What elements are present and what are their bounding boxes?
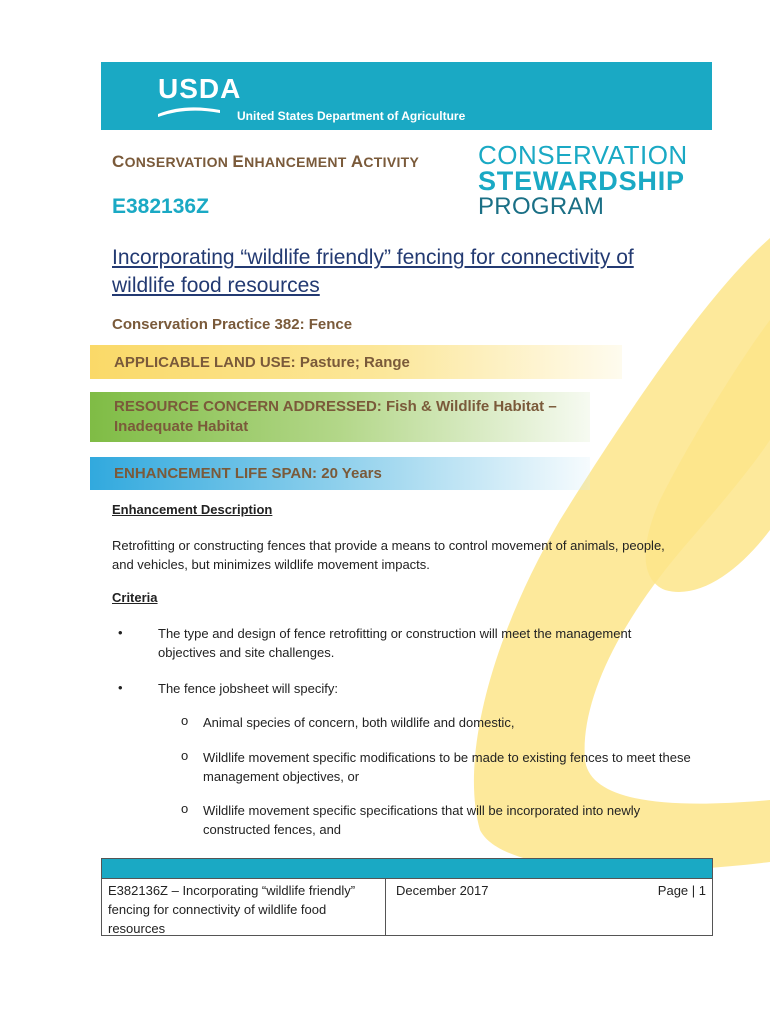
life-span-text: ENHANCEMENT LIFE SPAN: 20 Years bbox=[114, 465, 382, 482]
title-line2: wildlife food resources bbox=[112, 274, 320, 297]
activity-label-w3: CTIVITY bbox=[363, 154, 420, 170]
csp-logo-line3: PROGRAM bbox=[478, 193, 605, 220]
sub-bullet-icon: o bbox=[181, 801, 189, 816]
usda-swoosh-icon bbox=[158, 106, 220, 118]
enhancement-title bbox=[112, 244, 672, 300]
footer-table bbox=[101, 858, 713, 936]
activity-code: E382136Z bbox=[112, 195, 209, 218]
criteria-item: The fence jobsheet will specify: bbox=[158, 681, 338, 696]
sub-bullet-icon: o bbox=[181, 748, 189, 763]
bullet-icon: • bbox=[118, 680, 123, 695]
conservation-practice: Conservation Practice 382: Fence bbox=[112, 316, 353, 333]
activity-label bbox=[112, 152, 419, 172]
life-span-band bbox=[90, 457, 590, 490]
sub-bullet-icon: o bbox=[181, 713, 189, 728]
resource-concern-line2: Inadequate Habitat bbox=[114, 418, 249, 435]
criteria-heading: Criteria bbox=[112, 590, 158, 605]
csp-logo bbox=[478, 142, 688, 220]
activity-label-w2: NHANCEMENT bbox=[244, 154, 351, 170]
usda-logo: USDA bbox=[158, 73, 242, 104]
criteria-subitem: Wildlife movement specific modifications to be made to existing fences to meet these management objectives, or bbox=[203, 750, 691, 784]
title-line1: Incorporating “wildlife friendly” fencing for connectivity of bbox=[112, 246, 634, 269]
description-text: Retrofitting or constructing fences that provide a means to control movement of animals, people, and vehicles, but minimizes wildlife movement impacts. bbox=[112, 538, 665, 572]
resource-concern-line1: RESOURCE CONCERN ADDRESSED: Fish & Wildlife Habitat – bbox=[114, 398, 557, 415]
csp-logo-line2: STEWARDSHIP bbox=[478, 166, 685, 196]
csp-logo-line1: CONSERVATION bbox=[478, 140, 688, 170]
land-use-text: APPLICABLE LAND USE: Pasture; Range bbox=[114, 353, 410, 371]
criteria-item: The type and design of fence retrofitting or construction will meet the management objectives and site challenges. bbox=[158, 626, 632, 660]
footer-date: December 2017 bbox=[396, 883, 489, 898]
activity-label-c3: A bbox=[350, 152, 364, 171]
criteria-subitem: Animal species of concern, both wildlife and domestic, bbox=[203, 715, 515, 730]
activity-label-c2: E bbox=[232, 152, 245, 171]
footer-page-number: Page | 1 bbox=[657, 883, 706, 898]
bullet-icon: • bbox=[118, 625, 123, 640]
criteria-subitem: Wildlife movement specific specifications that will be incorporated into newly constructed fences, and bbox=[203, 803, 641, 837]
footer-right-cell bbox=[386, 879, 712, 935]
description-heading: Enhancement Description bbox=[112, 502, 273, 517]
activity-label-c1: C bbox=[112, 152, 125, 171]
activity-label-w1: ONSERVATION bbox=[124, 154, 233, 170]
resource-concern-band bbox=[90, 392, 590, 442]
footer-header-bar bbox=[102, 859, 712, 879]
usda-header-banner bbox=[101, 62, 712, 130]
agency-name: United States Department of Agriculture bbox=[237, 109, 466, 123]
land-use-band bbox=[90, 345, 622, 379]
footer-doc-title: E382136Z – Incorporating “wildlife friendly” fencing for connectivity of wildlife food resources bbox=[102, 879, 386, 935]
